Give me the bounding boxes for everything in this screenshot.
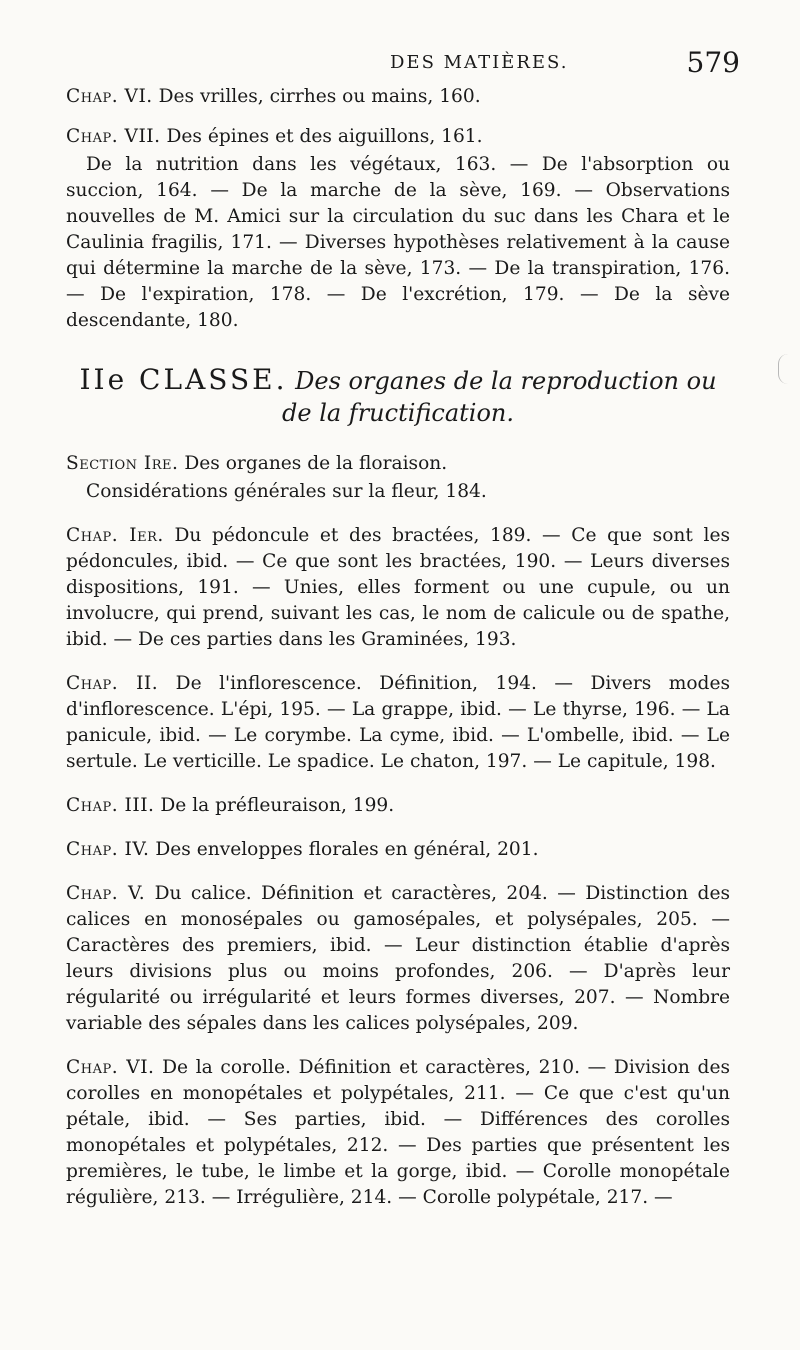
chapter-label: Chap. Ier.	[66, 525, 164, 546]
section-subtitle: Considérations générales sur la fleur, 184.	[86, 481, 487, 502]
chapter-text: Du calice. Définition et caractères, 204. — Distinction des calices en monosépales ou gamosépales, et polysépales, 205. — Caractères des premiers, ibid. — Leur distinction établie d'après leurs divisions plus ou moins profondes, 206. — D'après leur régularité ou irrégularité et leurs formes diverses, 207. — Nombre variable des sépales dans les calices polysépales, 209.	[66, 883, 731, 1034]
chapter-label: Chap. II.	[66, 673, 159, 694]
toc-entry-chap-5-calice	[66, 881, 730, 1037]
chapter-label: Chap. VI.	[66, 86, 153, 107]
chapter-text: Des vrilles, cirrhes ou mains, 160.	[152, 86, 481, 107]
toc-entry-nutrition	[66, 152, 730, 334]
chapter-label: Chap. V.	[66, 883, 146, 904]
toc-entry-chap-2-inflorescence	[66, 671, 730, 775]
chapter-label: Chap. IV.	[66, 839, 150, 860]
toc-entry-chap-6-corolle	[66, 1055, 730, 1211]
class-title: Des organes de la reproduction ou de la fructification.	[282, 367, 717, 427]
table-of-contents	[66, 84, 730, 1225]
class-number: IIe CLASSE.	[79, 363, 288, 396]
section-heading	[66, 451, 730, 477]
chapter-text: De l'inflorescence. Définition, 194. — Divers modes d'inflorescence. L'épi, 195. — La grappe, ibid. — Le thyrse, 196. — La panicule, ibid. — Le corymbe. La cyme, ibid. — L'ombelle, ibid. — Le sertule. Le verticille. Le spadice. Le chaton, 197. — Le capitule, 198.	[66, 673, 731, 772]
page-header	[60, 46, 740, 82]
chapter-text: Du pédoncule et des bractées, 189. — Ce que sont les pédoncules, ibid. — Ce que sont les bractées, 190. — Leurs diverses dispositions, 191. — Unies, elles forment ou une cupule, ou un involucre, qui prend, suivant les cas, le nom de calicule ou de spathe, ibid. — De ces parties dans les Graminées, 193.	[66, 525, 730, 650]
toc-entry-chap-7-epines	[66, 124, 730, 150]
class-heading	[66, 364, 730, 429]
chapter-label: Chap. III.	[66, 795, 155, 816]
page-edge-mark	[778, 354, 793, 384]
chapter-label: Chap. VII.	[66, 126, 161, 147]
page-number: 579	[686, 46, 740, 79]
chapter-text: Des épines et des aiguillons, 161.	[160, 126, 483, 147]
toc-entry-chap-4-enveloppes	[66, 837, 730, 863]
section-title: Des organes de la floraison.	[178, 453, 448, 474]
chapter-text: Des enveloppes florales en général, 201.	[149, 839, 539, 860]
chapter-label: Chap. VI.	[66, 1057, 155, 1078]
section-label: Section Ire.	[66, 453, 179, 474]
toc-entry-chap-3-prefleuraison	[66, 793, 730, 819]
entry-text: De la nutrition dans les végétaux, 163. — De l'absorption ou succion, 164. — De la marche de la sève, 169. — Observations nouvelles de M. Amici sur la circulation du suc dans les Chara et le Caulinia fragilis, 171. — Diverses hypothèses relativement à la cause qui détermine la marche de la sève, 173. — De la transpiration, 176. — De l'expiration, 178. — De l'excrétion, 179. — De la sève descendante, 180.	[66, 154, 730, 331]
chapter-text: De la corolle. Définition et caractères, 210. — Division des corolles en monopétales et polypétales, 211. — Ce que c'est qu'un pétale, ibid. — Ses parties, ibid. — Différences des corolles monopétales et polypétales, 212. — Des parties que présentent les premières, le tube, le limbe et la gorge, ibid. — Corolle monopétale régulière, 213. — Irrégulière, 214. — Corolle polypétale, 217. —	[66, 1057, 730, 1208]
toc-entry-chap-1-pedoncule	[66, 523, 730, 653]
chapter-text: De la préfleuraison, 199.	[154, 795, 395, 816]
running-title: DES MATIÈRES.	[390, 52, 569, 73]
toc-entry-chap-6-vrilles	[66, 84, 730, 110]
